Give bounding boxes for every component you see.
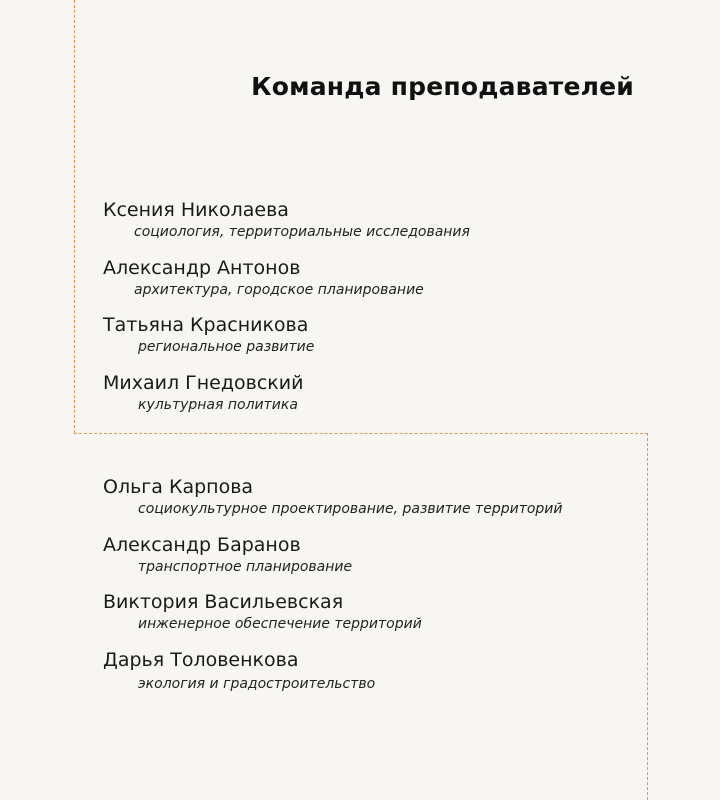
member-role: архитектура, городское планирование xyxy=(134,281,424,298)
member-role: культурная политика xyxy=(138,396,298,413)
member-role: транспортное планирование xyxy=(138,558,353,575)
member-role: социология, территориальные исследования xyxy=(134,224,470,240)
team-list-top xyxy=(103,197,470,427)
member-name: Михаил Гнедовский xyxy=(103,371,304,394)
team-member xyxy=(103,589,563,647)
team-list-bottom xyxy=(103,474,563,704)
member-role: региональное развитие xyxy=(138,339,315,355)
member-role: инженерное обеспечение территорий xyxy=(138,616,422,632)
team-member xyxy=(103,255,470,313)
team-member xyxy=(103,532,563,590)
member-name: Ксения Николаева xyxy=(103,199,289,221)
page-title: Команда преподавателей xyxy=(251,72,634,101)
member-name: Ольга Карпова xyxy=(103,476,254,498)
member-role: социокультурное проектирование, развитие территорий xyxy=(138,501,563,517)
dashed-divider-horizontal xyxy=(74,433,648,434)
member-name: Александр Антонов xyxy=(103,256,301,279)
team-member xyxy=(103,312,470,370)
member-name: Дарья Толовенкова xyxy=(103,648,299,671)
team-member xyxy=(103,370,470,428)
team-member xyxy=(103,197,470,255)
dashed-divider-right xyxy=(647,433,648,800)
member-name: Виктория Васильевская xyxy=(103,591,344,613)
member-name: Татьяна Красникова xyxy=(103,314,309,336)
member-name: Александр Баранов xyxy=(103,533,301,556)
member-role: экология и градостроительство xyxy=(138,675,376,692)
dashed-divider-left xyxy=(74,0,75,433)
team-member xyxy=(103,647,563,705)
team-member xyxy=(103,474,563,532)
